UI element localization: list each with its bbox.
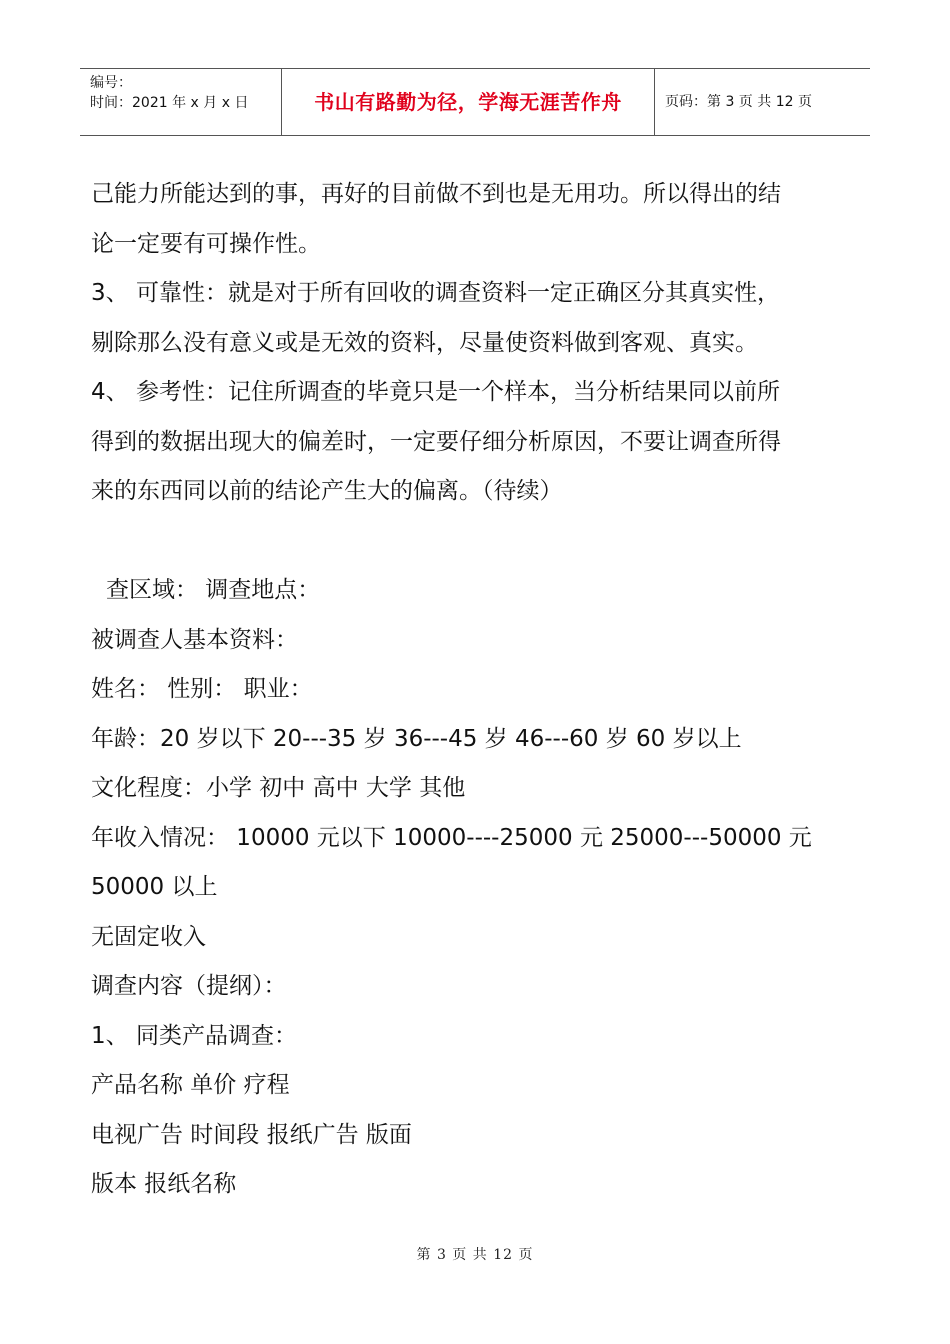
- no-fixed-income-line: 无固定收入: [91, 923, 206, 950]
- serial-label: 编号：: [90, 75, 132, 91]
- page-footer: 第 3 页 共 12 页: [416, 1247, 534, 1263]
- product-fields-line: 产品名称 单价 疗程: [91, 1072, 290, 1098]
- paragraph-line: 剔除那么没有意义或是无效的资料，尽量使资料做到客观、真实。: [91, 329, 758, 356]
- survey-area-line: 查区域： 调查地点：: [106, 577, 321, 603]
- time-label: 时间：2021 年 x 月 x 日: [90, 95, 249, 111]
- survey-item-1: 1、 同类产品调查：: [91, 1022, 297, 1049]
- respondent-info-heading: 被调查人基本资料：: [91, 626, 298, 653]
- survey-outline-heading: 调查内容（提纲）：: [91, 973, 287, 999]
- ad-fields-line: 电视广告 时间段 报纸广告 版面: [91, 1121, 412, 1148]
- paragraph-line: 来的东西同以前的结论产生大的偏离。（待续）: [91, 478, 563, 504]
- paragraph-line: 得到的数据出现大的偏差时，一定要仔细分析原因，不要让调查所得: [91, 428, 781, 455]
- section-gap: [91, 517, 863, 567]
- paragraph-line: 4、 参考性：记住所调查的毕竟只是一个样本，当分析结果同以前所: [91, 379, 780, 405]
- header-page-info: 页码：第 3 页 共 12 页: [665, 94, 812, 110]
- motto-text: 书山有路勤为径，学海无涯苦作舟: [314, 90, 622, 114]
- income-options-line: 年收入情况： 10000 元以下 10000----25000 元 25000---50000 元: [91, 824, 812, 851]
- page-header: [80, 68, 870, 136]
- name-gender-job-line: 姓名： 性别： 职业：: [91, 676, 313, 702]
- header-meta: [80, 69, 282, 135]
- paragraph-line: 论一定要有可操作性。: [91, 230, 321, 257]
- edition-fields-line: 版本 报纸名称: [91, 1171, 237, 1197]
- document-body: [91, 170, 863, 1210]
- paragraph-line: 己能力所能达到的事，再好的目前做不到也是无用功。所以得出的结: [91, 181, 781, 207]
- age-options-line: 年龄：20 岁以下 20---35 岁 36---45 岁 46---60 岁 60 岁以上: [91, 725, 742, 752]
- income-options-line-cont: 50000 以上: [91, 874, 218, 900]
- education-options-line: 文化程度：小学 初中 高中 大学 其他: [91, 775, 466, 801]
- paragraph-line: 3、 可靠性：就是对于所有回收的调查资料一定正确区分其真实性，: [91, 280, 780, 306]
- header-motto-cell: [282, 69, 655, 135]
